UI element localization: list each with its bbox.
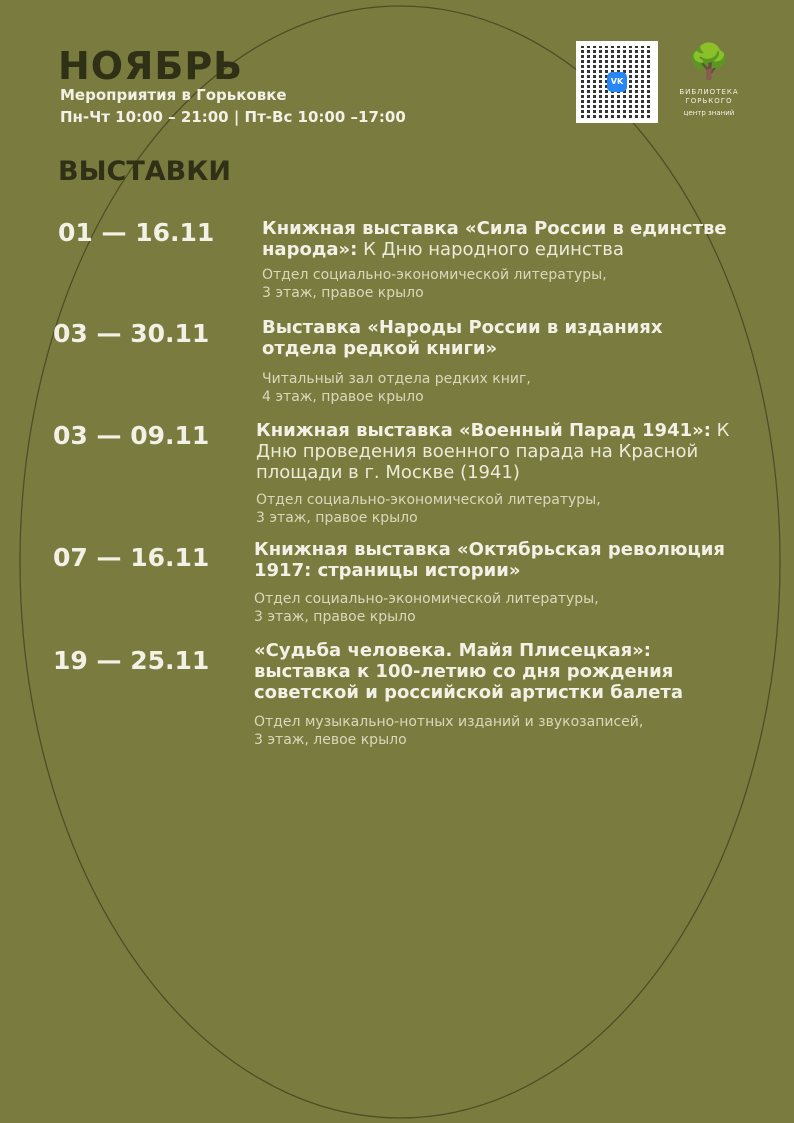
event-title: [254, 640, 734, 703]
qr-code[interactable]: [576, 41, 658, 123]
event-title-bold: «Судьба человека. Майя Плисецкая»: выставка к 100-летию со дня рождения советской и российской артистки балета: [254, 640, 683, 703]
event-title-bold: Выставка «Народы России в изданиях отдела редкой книги»: [262, 317, 663, 359]
month-title: НОЯБРЬ: [58, 44, 244, 88]
vk-icon: VK: [607, 72, 627, 92]
opening-hours: Пн-Чт 10:00 – 21:00 | Пт-Вс 10:00 –17:00: [60, 108, 406, 126]
event-title: [262, 218, 792, 260]
logo-line2: ГОРЬКОГО: [685, 97, 733, 105]
subtitle: Мероприятия в Горьковке: [60, 86, 287, 104]
event-location: Отдел социально-экономической литературы, 3 этаж, правое крыло: [256, 492, 601, 526]
section-title: ВЫСТАВКИ: [58, 156, 231, 187]
event-location: Отдел музыкально-нотных изданий и звукозаписей, 3 этаж, левое крыло: [254, 714, 644, 748]
event-title: [262, 317, 682, 359]
event-date: 07 — 16.11: [53, 543, 210, 572]
logo-line1: БИБЛИОТЕКА: [679, 88, 739, 96]
event-title-bold: Книжная выставка «Октябрьская революция 1917: страницы истории»: [254, 539, 725, 581]
event-title: [254, 539, 774, 581]
tree-icon: 🌳: [687, 42, 731, 82]
logo-line3: центр знаний: [683, 109, 735, 117]
event-title-light: К Дню народного единства: [357, 239, 624, 260]
event-location: Отдел социально-экономической литературы, 3 этаж, правое крыло: [254, 591, 599, 625]
event-title-bold: Книжная выставка «Военный Парад 1941»:: [256, 420, 711, 441]
event-title-light: К Дню проведения военного парада на Красной площади в г. Москве (1941): [256, 420, 730, 483]
event-date: 03 — 30.11: [53, 319, 210, 348]
event-location: Читальный зал отдела редких книг, 4 этаж, правое крыло: [262, 371, 531, 405]
event-date: 19 — 25.11: [53, 646, 210, 675]
event-date: 03 — 09.11: [53, 421, 210, 450]
event-title-bold: Книжная выставка «Сила России в единстве народа»:: [262, 218, 727, 260]
event-title: [256, 420, 776, 483]
event-date: 01 — 16.11: [58, 218, 215, 247]
library-logo: [674, 42, 744, 117]
event-location: Отдел социально-экономической литературы, 3 этаж, правое крыло: [262, 267, 607, 301]
